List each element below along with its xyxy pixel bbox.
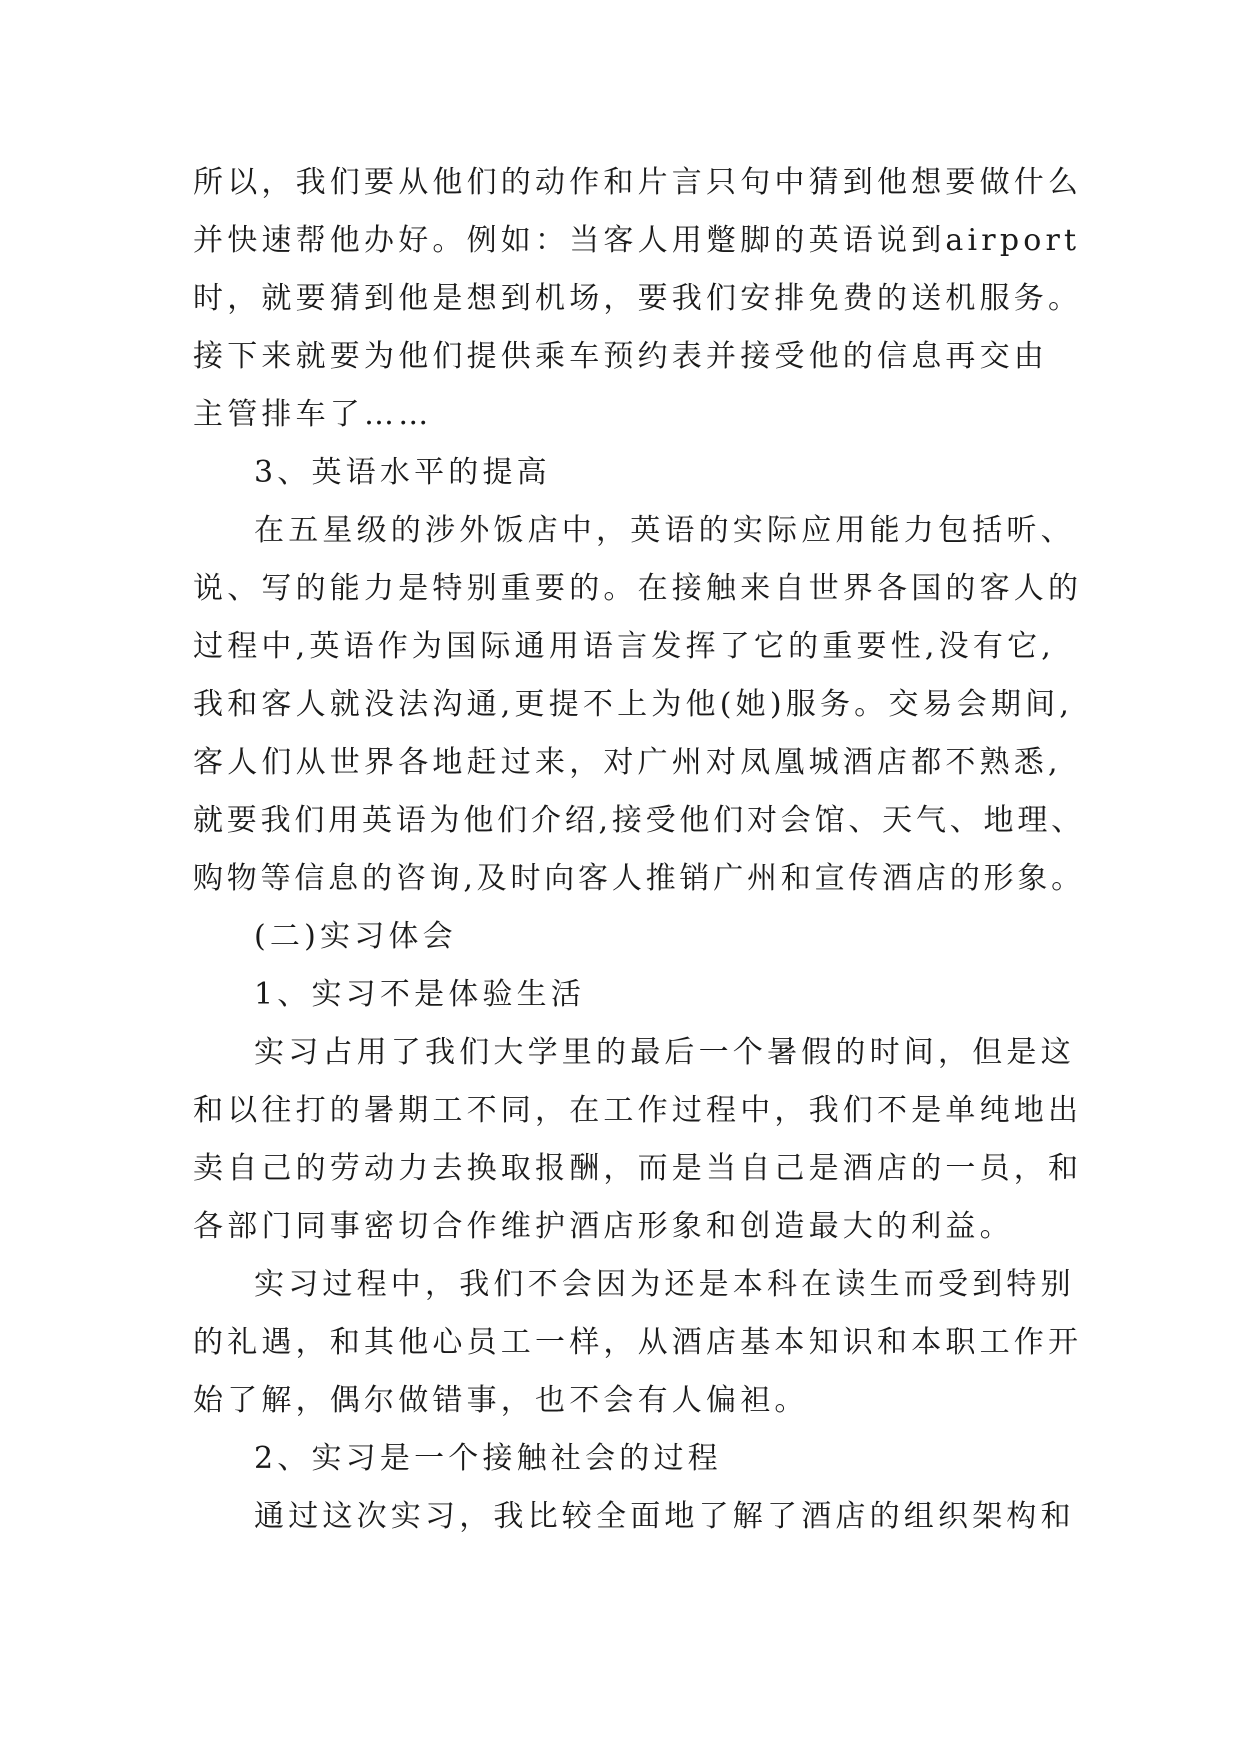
paragraph-line: 主管排车了……: [193, 397, 433, 432]
paragraph-line: 实习占用了我们大学里的最后一个暑假的时间，但是这: [254, 1035, 1075, 1070]
paragraph-line: 并快速帮他办好。例如：当客人用蹩脚的英语说到airport: [193, 223, 1081, 258]
paragraph-line: 通过这次实习，我比较全面地了解了酒店的组织架构和: [254, 1499, 1075, 1534]
paragraph-line: 的礼遇，和其他心员工一样，从酒店基本知识和本职工作开: [193, 1325, 1083, 1360]
paragraph-line: 实习过程中，我们不会因为还是本科在读生而受到特别: [254, 1267, 1075, 1302]
paragraph-line: 客人们从世界各地赶过来，对广州对凤凰城酒店都不熟悉,: [193, 745, 1062, 780]
paragraph-line: 各部门同事密切合作维护酒店形象和创造最大的利益。: [193, 1209, 1014, 1244]
paragraph-line: 说、写的能力是特别重要的。在接触来自世界各国的客人的: [193, 571, 1083, 606]
paragraph-line: 在五星级的涉外饭店中，英语的实际应用能力包括听、: [254, 513, 1075, 548]
paragraph-line: 所以，我们要从他们的动作和片言只句中猜到他想要做什么: [193, 165, 1083, 200]
paragraph-line: 我和客人就没法沟通,更提不上为他(她)服务。交易会期间,: [193, 687, 1074, 722]
paragraph-line: 卖自己的劳动力去换取报酬，而是当自己是酒店的一员，和: [193, 1151, 1083, 1186]
paragraph-line: 购物等信息的咨询,及时向客人推销广州和宣传酒店的形象。: [193, 861, 1085, 896]
section-heading: 3、英语水平的提高: [254, 455, 551, 490]
paragraph-line: 和以往打的暑期工不同，在工作过程中，我们不是单纯地出: [193, 1093, 1083, 1128]
paragraph-line: 始了解，偶尔做错事，也不会有人偏袒。: [193, 1383, 809, 1418]
section-heading: (二)实习体会: [254, 919, 457, 954]
section-heading: 2、实习是一个接触社会的过程: [254, 1441, 722, 1476]
paragraph-line: 接下来就要为他们提供乘车预约表并接受他的信息再交由: [193, 339, 1048, 374]
paragraph-line: 过程中,英语作为国际通用语言发挥了它的重要性,没有它,: [193, 629, 1056, 664]
section-heading: 1、实习不是体验生活: [254, 977, 586, 1012]
paragraph-line: 时，就要猜到他是想到机场，要我们安排免费的送机服务。: [193, 281, 1083, 316]
paragraph-line: 就要我们用英语为他们介绍,接受他们对会馆、天气、地理、: [193, 803, 1085, 838]
